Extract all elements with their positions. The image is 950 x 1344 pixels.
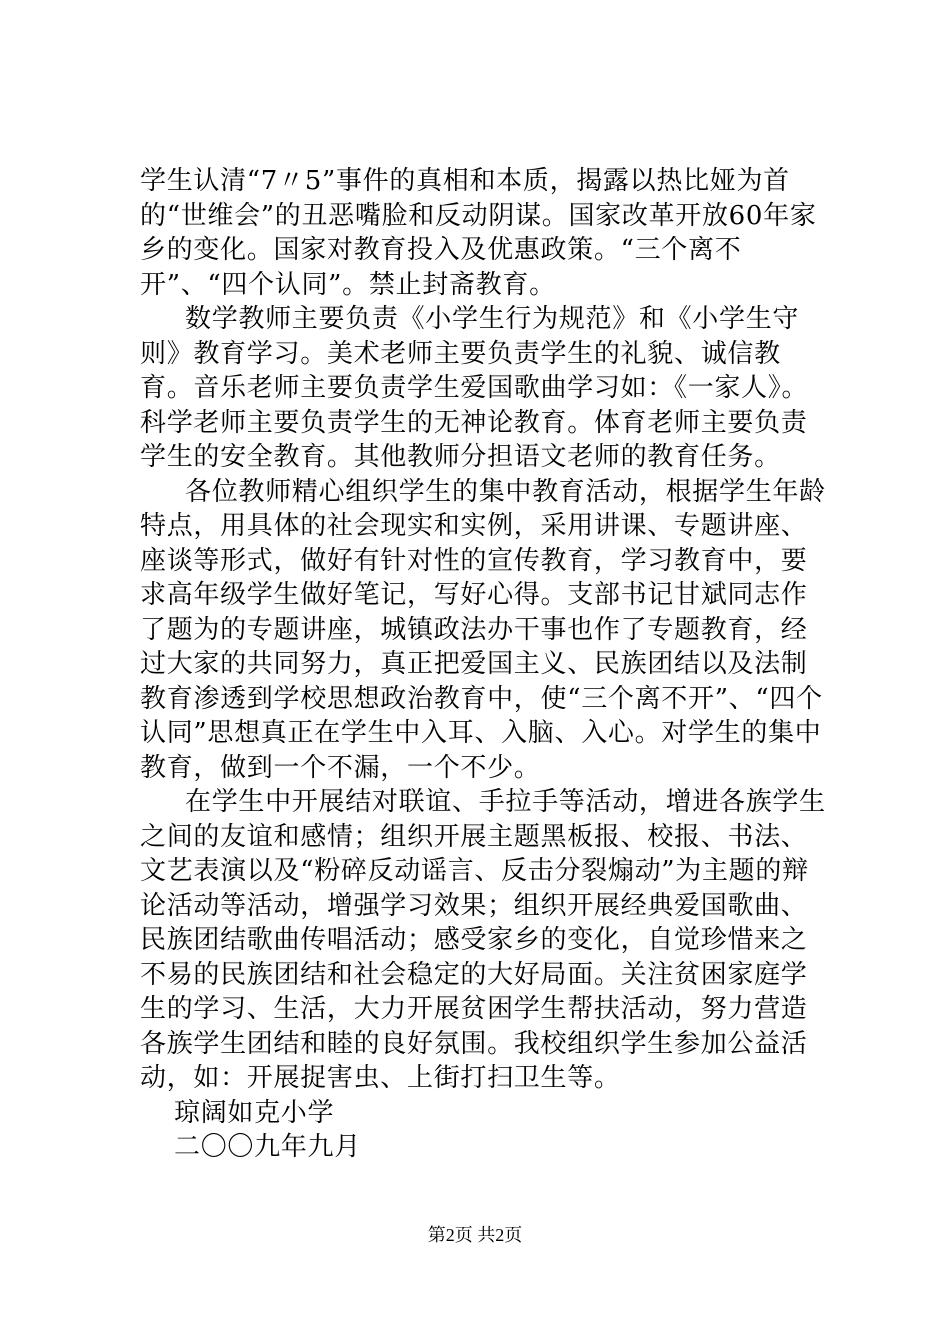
paragraph-continuation: 学生认清“7〃5”事件的真相和本质，揭露以热比娅为首的“世维会”的丑恶嘴脸和反动阴谋。国家改革开放60年家乡的变化。国家对教育投入及优惠政策。“三个离不开”、“四个认同”。禁止封斋教育。 <box>140 166 817 300</box>
paragraph-activities: 在学生中开展结对联谊、手拉手等活动，增进各族学生之间的友谊和感情；组织开展主题黑板报、校报、书法、文艺表演以及“粉碎反动谣言、反击分裂煽动”为主题的辩论活动等活动，增强学习效果；组织开展经典爱国歌曲、民族团结歌曲传唱活动；感受家乡的变化，自觉珍惜来之不易的民族团结和社会稳定的大好局面。关注贫困家庭学生的学习、生活，大力开展贫困学生帮扶活动，努力营造各族学生团结和睦的良好氛围。我校组织学生参加公益活动，如：开展捉害虫、上街打扫卫生等。 <box>140 787 826 1093</box>
page-footer <box>0 1224 950 1246</box>
page-number: 第2页 共2页 <box>427 1225 523 1245</box>
paragraph-concentrated-education: 各位教师精心组织学生的集中教育活动，根据学生年龄特点，用具体的社会现实和实例，采用讲课、专题讲座、座谈等形式，做好有针对性的宣传教育，学习教育中，要求高年级学生做好笔记，写好心得。支部书记甘斌同志作了题为的专题讲座，城镇政法办干事也作了专题教育，经过大家的共同努力，真正把爱国主义、民族团结以及法制教育渗透到学校思想政治教育中，使“三个离不开”、“四个认同”思想真正在学生中入耳、入脑、入心。对学生的集中教育，做到一个不漏，一个不少。 <box>140 476 826 783</box>
document-body <box>140 164 830 1165</box>
signature-school: 琼阔如克小学 <box>174 1097 335 1128</box>
signature-date: 二〇〇九年九月 <box>174 1132 361 1162</box>
paragraph-math-teacher-duties: 数学教师主要负责《小学生行为规范》和《小学生守则》教育学习。美术老师主要负责学生的礼貌、诚信教育。音乐老师主要负责学生爱国歌曲学习如：《一家人》。科学老师主要负责学生的无神论教育。体育老师主要负责学生的安全教育。其他教师分担语文老师的教育任务。 <box>140 304 809 472</box>
